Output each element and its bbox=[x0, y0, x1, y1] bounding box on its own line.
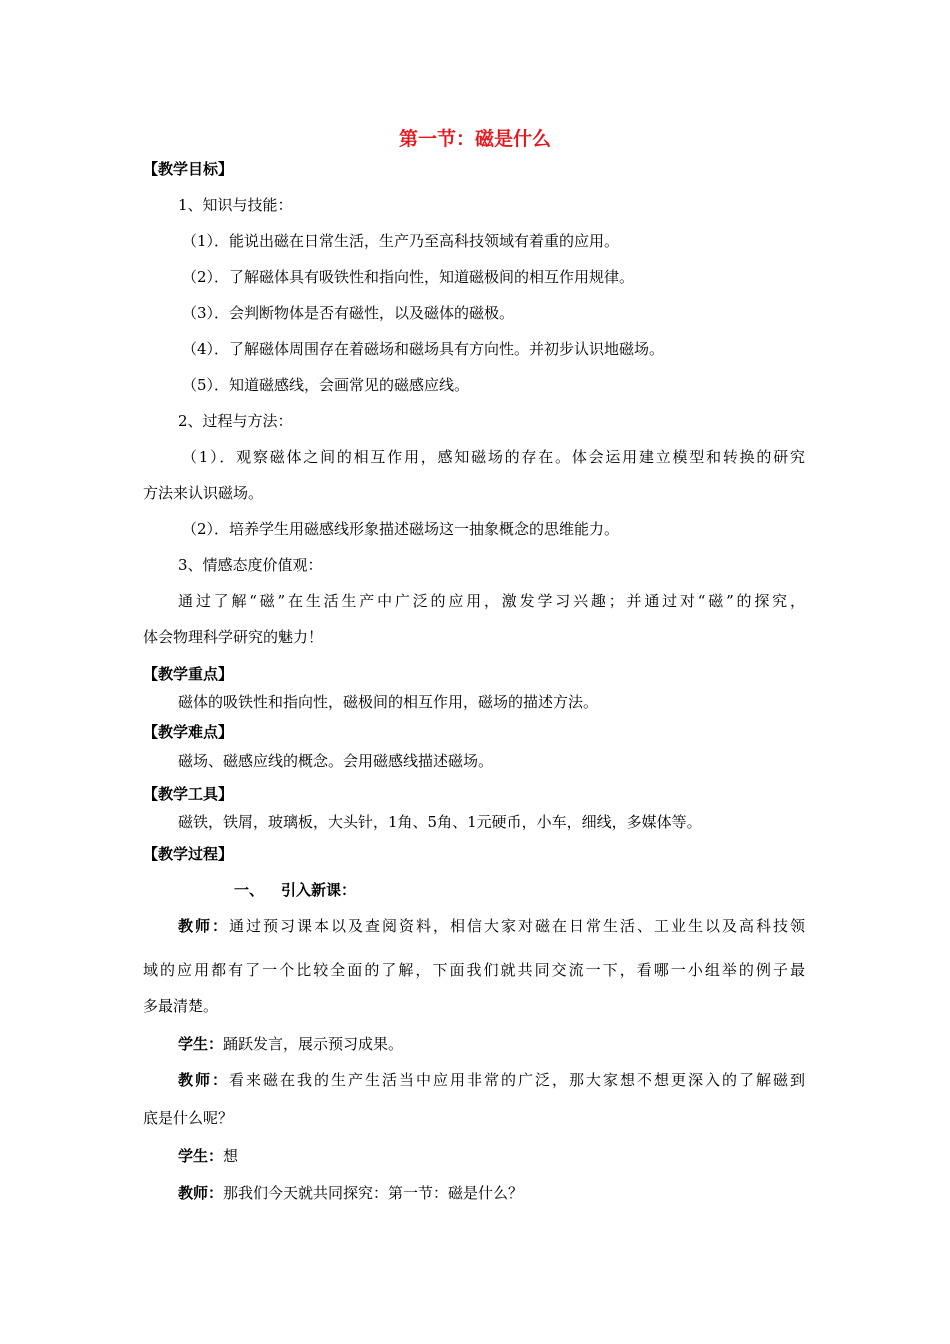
dialogue-5 bbox=[178, 1183, 523, 1203]
dialogue-text: 通过预习课本以及查阅资料，相信大家对磁在日常生活、工业生以及高科技领 bbox=[229, 917, 805, 935]
speaker-label: 学生： bbox=[178, 1147, 224, 1165]
dialogue-1-line-3: 多最清楚。 bbox=[143, 997, 219, 1015]
knowledge-item-1: （1）．能说出磁在日常生活，生产乃至高科技领域有着重的应用。 bbox=[182, 232, 620, 250]
tools-text: 磁铁，铁屑，玻璃板，大头针，1角、5角、1元硬币，小车，细线，多媒体等。 bbox=[178, 813, 702, 831]
dialogue-text: 踊跃发言，展示预习成果。 bbox=[223, 1035, 404, 1053]
process-label: 2、过程与方法： bbox=[178, 412, 293, 430]
dialogue-text: 想 bbox=[223, 1147, 239, 1165]
attitude-label: 3、情感态度价值观： bbox=[178, 556, 323, 574]
attitude-line-1: 通过了解“磁”在生活生产中广泛的应用，激发学习兴趣；并通过对“磁”的探究， bbox=[178, 592, 805, 610]
difficulties-text: 磁场、磁感应线的概念。会用磁感线描述磁场。 bbox=[178, 752, 494, 770]
knowledge-label: 1、知识与技能： bbox=[178, 196, 293, 214]
dialogue-1-line-2: 域的应用都有了一个比较全面的了解，下面我们就共同交流一下，看哪一小组举的例子最 bbox=[143, 961, 805, 979]
process-item-1-line-1: （1）．观察磁体之间的相互作用，感知磁场的存在。体会运用建立模型和转换的研究 bbox=[182, 448, 805, 466]
section-heading-key-points: 【教学重点】 bbox=[143, 665, 234, 683]
section-heading-process: 【教学过程】 bbox=[143, 845, 234, 863]
knowledge-item-2: （2）．了解磁体具有吸铁性和指向性，知道磁极间的相互作用规律。 bbox=[182, 268, 635, 286]
knowledge-item-4: （4）．了解磁体周围存在着磁场和磁场具有方向性。并初步认识地磁场。 bbox=[182, 340, 665, 358]
speaker-label: 教师： bbox=[178, 917, 229, 935]
intro-number: 一、 bbox=[234, 881, 265, 899]
knowledge-item-3: （3）．会判断物体是否有磁性，以及磁体的磁极。 bbox=[182, 304, 515, 322]
dialogue-3-line-2: 底是什么呢？ bbox=[143, 1109, 234, 1127]
dialogue-4 bbox=[178, 1146, 238, 1166]
intro-title: 引入新课： bbox=[281, 881, 357, 899]
key-points-text: 磁体的吸铁性和指向性，磁极间的相互作用，磁场的描述方法。 bbox=[178, 693, 599, 711]
knowledge-item-5: （5）．知道磁感线，会画常见的磁感应线。 bbox=[182, 376, 470, 394]
dialogue-2 bbox=[178, 1034, 403, 1054]
section-heading-tools: 【教学工具】 bbox=[143, 785, 234, 803]
dialogue-1-line-1 bbox=[178, 916, 805, 936]
process-item-1-line-2: 方法来认识磁场。 bbox=[143, 484, 264, 502]
section-heading-difficulties: 【教学难点】 bbox=[143, 723, 234, 741]
speaker-label: 学生： bbox=[178, 1035, 224, 1053]
speaker-label: 教师： bbox=[178, 1071, 229, 1089]
page-title: 第一节：磁是什么 bbox=[398, 128, 551, 150]
section-heading-goals: 【教学目标】 bbox=[143, 160, 234, 178]
dialogue-3-line-1 bbox=[178, 1070, 805, 1090]
process-item-2: （2）．培养学生用磁感线形象描述磁场这一抽象概念的思维能力。 bbox=[182, 520, 620, 538]
attitude-line-2: 体会物理科学研究的魅力！ bbox=[143, 628, 324, 646]
speaker-label: 教师： bbox=[178, 1184, 224, 1202]
dialogue-text: 看来磁在我的生产生活当中应用非常的广泛，那大家想不想更深入的了解磁到 bbox=[229, 1071, 805, 1089]
dialogue-text: 那我们今天就共同探究：第一节：磁是什么？ bbox=[223, 1184, 524, 1202]
